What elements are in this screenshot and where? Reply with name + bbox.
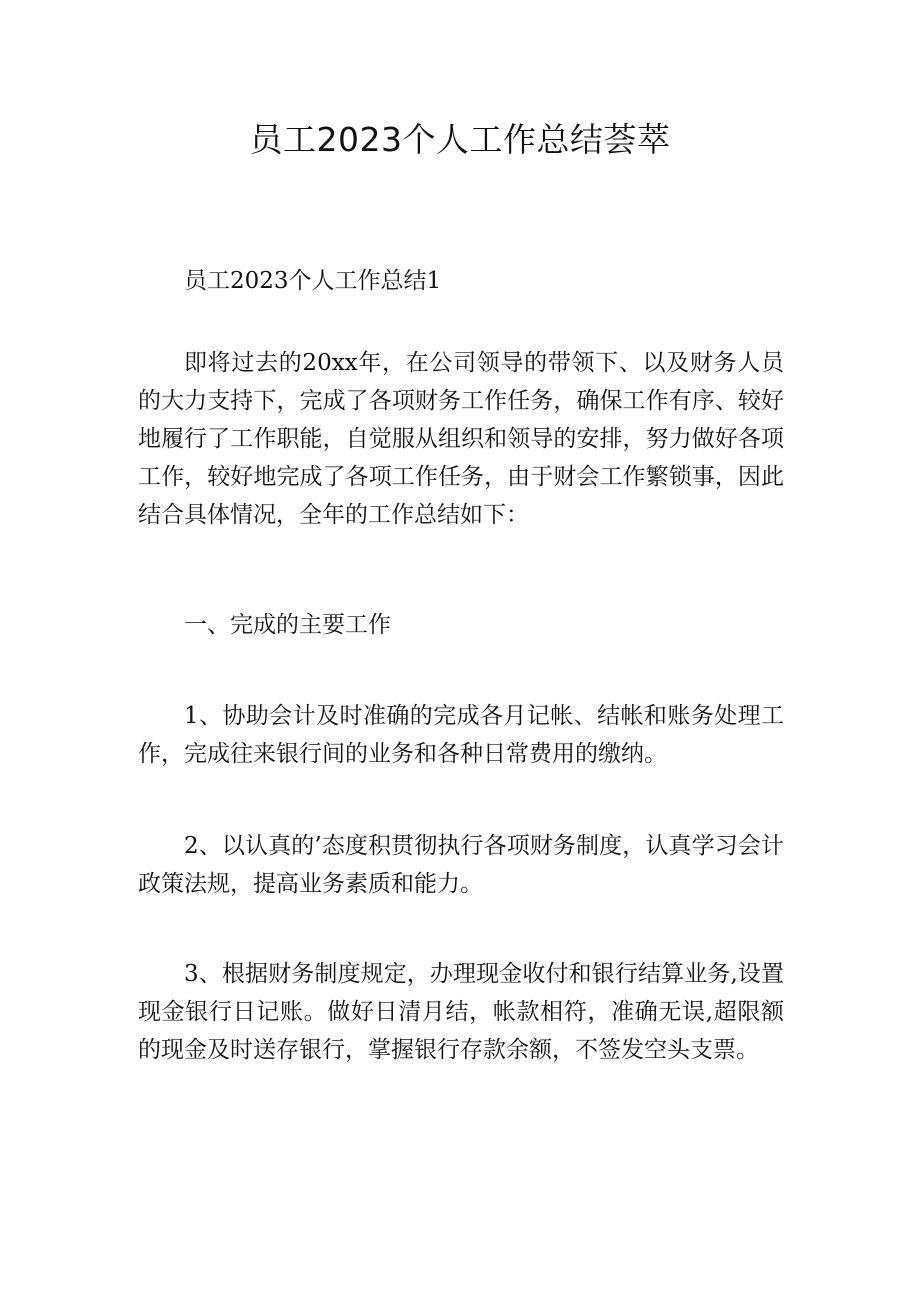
- intro-paragraph: 即将过去的20xx年，在公司领导的带领下、以及财务人员的大力支持下，完成了各项财务工作任务，确保工作有序、较好地履行了工作职能，自觉服从组织和领导的安排，努力做好各项工作，较好地完成了各项工作任务，由于财会工作繁锁事，因此结合具体情况，全年的工作总结如下：: [138, 350, 784, 528]
- work-item-3: 3、根据财务制度规定，办理现金收付和银行结算业务,设置现金银行日记账。做好日清月结，帐款相符，准确无误,超限额的现金及时送存银行，掌握银行存款余额，不签发空头支票。: [138, 961, 784, 1063]
- work-item-1: 1、协助会计及时准确的完成各月记帐、结帐和账务处理工作，完成往来银行间的业务和各种日常费用的缴纳。: [138, 703, 784, 767]
- work-item-2: 2、以认真的’态度积贯彻执行各项财务制度，认真学习会计政策法规，提高业务素质和能力。: [138, 833, 784, 897]
- section-heading: 一、完成的主要工作: [184, 612, 391, 638]
- document-title: 员工2023个人工作总结荟萃: [249, 120, 671, 159]
- document-subtitle: 员工2023个人工作总结1: [184, 268, 442, 294]
